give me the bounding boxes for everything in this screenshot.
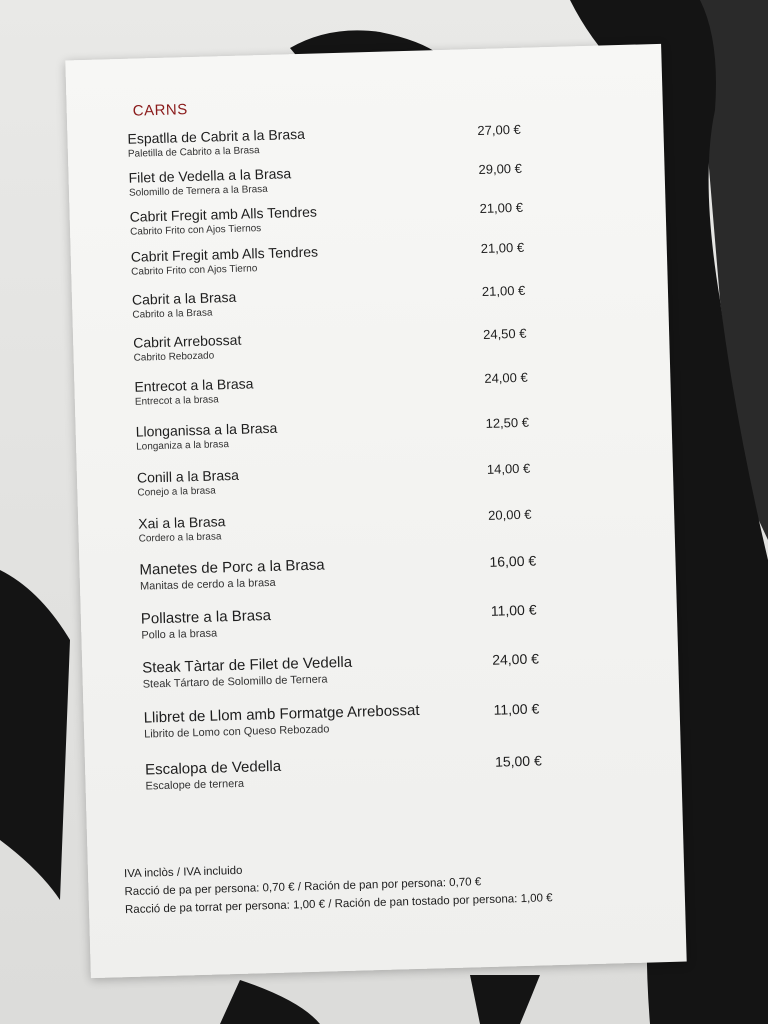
toasted-bread-note: Racció de pa torrat per persona: 1,00 € / Ración de pan tostado por persona: 1,00 € [124,892,553,917]
item-subtitle: Pollo a la brasa [141,627,218,642]
menu-card [65,44,686,978]
item-subtitle: Cabrito Frito con Ajos Tiernos [129,223,262,238]
item-name: Espatlla de Cabrit a la Brasa [127,125,306,147]
menu-item [83,695,680,752]
menu-item [79,547,676,604]
item-subtitle: Steak Tártaro de Solomillo de Ternera [142,673,328,691]
item-subtitle: Solomillo de Ternera a la Brasa [128,183,268,199]
item-price: 21,00 € [479,199,524,216]
item-name: Cabrit Fregit amb Alls Tendres [129,203,318,225]
item-name: Cabrit Fregit amb Alls Tendres [130,243,319,265]
item-price: 16,00 € [489,552,537,570]
item-name: Escalopa de Vedella [144,757,282,779]
item-price: 12,50 € [485,414,530,431]
item-name: Llonganissa a la Brasa [135,419,278,440]
section-title: CARNS [132,101,188,120]
item-subtitle: Cabrito Frito con Ajos Tierno [131,263,258,278]
item-price: 24,00 € [491,650,540,668]
item-subtitle: Manitas de cerdo a la brasa [139,576,276,593]
item-subtitle: Conejo a la brasa [137,485,216,499]
item-price: 21,00 € [481,282,526,299]
item-subtitle: Librito de Lomo con Queso Rebozado [143,723,330,741]
item-name: Llibret de Llom amb Formatge Arrebossat [143,701,420,727]
item-price: 21,00 € [480,239,525,256]
item-subtitle: Entrecot a la brasa [134,394,219,408]
item-price: 15,00 € [494,752,542,770]
black-shape-bottom-mid [470,975,540,1024]
menu-item [82,645,679,702]
item-subtitle: Longaniza a la brasa [135,439,230,453]
bread-note: Racció de pa per persona: 0,70 € / Ración de pan por persona: 0,70 € [124,876,482,899]
item-name: Pollastre a la Brasa [140,606,272,628]
item-name: Conill a la Brasa [136,466,240,486]
item-price: 20,00 € [487,506,532,523]
item-name: Steak Tàrtar de Filet de Vedella [142,653,353,677]
item-subtitle: Cordero a la brasa [138,531,222,545]
menu-item [81,596,678,653]
item-name: Entrecot a la Brasa [134,375,254,395]
item-name: Cabrit a la Brasa [131,288,237,308]
item-name: Manetes de Porc a la Brasa [139,556,325,579]
footnotes [124,853,553,919]
item-name: Cabrit Arrebossat [132,331,242,351]
item-subtitle: Paletilla de Cabrito a la Brasa [127,145,260,160]
item-price: 24,00 € [484,369,528,386]
item-price: 29,00 € [478,160,523,178]
item-name: Xai a la Brasa [138,513,226,532]
item-subtitle: Cabrito Rebozado [133,350,215,364]
item-price: 11,00 € [493,700,540,718]
menu-item [85,747,682,804]
item-price: 27,00 € [477,121,521,139]
item-name: Filet de Vedella a la Brasa [128,165,292,186]
vat-note: IVA inclòs / IVA incluido [123,864,243,881]
item-price: 11,00 € [490,601,537,619]
item-subtitle: Cabrito a la Brasa [132,307,213,321]
black-shape-bottom [220,980,320,1024]
item-subtitle: Escalope de ternera [145,777,245,793]
black-shape-left [0,570,70,900]
item-price: 24,50 € [482,325,527,342]
item-price: 14,00 € [486,460,531,477]
